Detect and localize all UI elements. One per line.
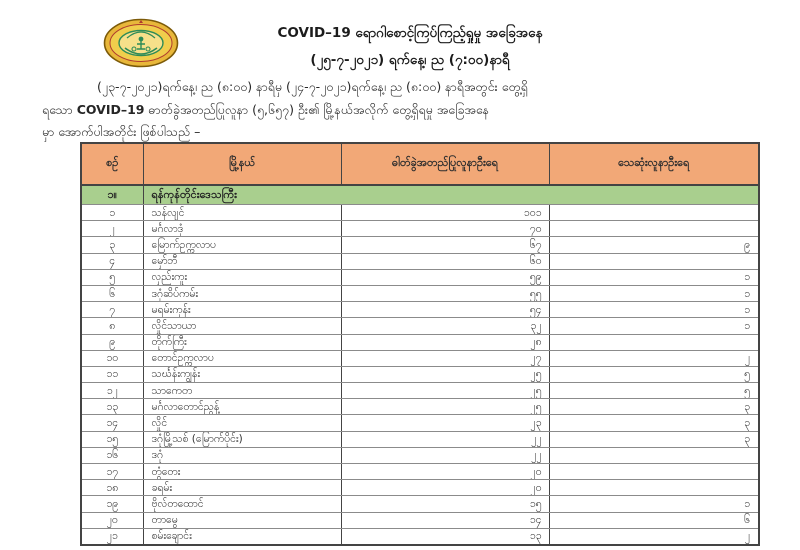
row-death-count: ၁ [549, 318, 759, 334]
row-confirmed-count: ၂၀ [341, 480, 549, 496]
covid-township-table [80, 142, 760, 546]
row-serial: ၁၇ [81, 464, 143, 480]
row-confirmed-count: ၆၇ [341, 237, 549, 253]
table-row [81, 464, 759, 480]
row-death-count: ၁ [549, 302, 759, 318]
table-row [81, 383, 759, 399]
row-death-count [549, 205, 759, 221]
row-township: မှော်ဘီ [143, 253, 341, 269]
table-row [81, 221, 759, 237]
row-death-count: ၆ [549, 512, 759, 528]
row-death-count [549, 480, 759, 496]
row-confirmed-count: ၂၅ [341, 399, 549, 415]
table-row [81, 528, 759, 545]
row-serial: ၉ [81, 334, 143, 350]
row-township: တိုက်ကြီး [143, 334, 341, 350]
row-death-count: ၃ [549, 431, 759, 447]
row-serial: ၂၀ [81, 512, 143, 528]
row-serial: ၅ [81, 269, 143, 285]
row-serial: ၁၁ [81, 366, 143, 382]
row-death-count: ၂ [549, 528, 759, 545]
row-serial: ၈ [81, 318, 143, 334]
region-section-row [81, 185, 759, 205]
row-death-count: ၅ [549, 383, 759, 399]
row-confirmed-count: ၂၈ [341, 334, 549, 350]
row-township: လှည်းကူး [143, 269, 341, 285]
row-township: တာမွေ [143, 512, 341, 528]
row-township: တွံတေး [143, 464, 341, 480]
row-serial: ၆ [81, 285, 143, 301]
row-serial: ၇ [81, 302, 143, 318]
header-township: မြို့နယ် [143, 143, 341, 185]
row-confirmed-count: ၅၉ [341, 269, 549, 285]
row-confirmed-count: ၂၃ [341, 415, 549, 431]
table-row [81, 399, 759, 415]
table-row [81, 205, 759, 221]
table-row [81, 237, 759, 253]
row-township: မင်္ဂလာဒုံ [143, 221, 341, 237]
row-death-count [549, 464, 759, 480]
row-death-count [549, 334, 759, 350]
intro-line-2-post: ဓာတ်ခွဲအတည်ပြုလူနာ (၅,၆၅၇) ဦး၏ မြို့နယ်အလိုက် တွေ့ရှိရမှု အခြေအနေ [144, 101, 490, 117]
title-line-1: COVID–19 ရောဂါစောင့်ကြပ်ကြည့်ရှုမှု အခြေအနေ [277, 25, 543, 41]
row-confirmed-count: ၂၂ [341, 431, 549, 447]
row-death-count: ၉ [549, 237, 759, 253]
row-death-count: ၅ [549, 366, 759, 382]
row-township: သင်္ဃန်းကျွန်း [143, 366, 341, 382]
row-township: မင်္ဂလာတောင်ညွန့် [143, 399, 341, 415]
row-confirmed-count: ၂၀ [341, 464, 549, 480]
row-township: မြောက်ဥက္ကလာပ [143, 237, 341, 253]
row-township: ဒဂုံမြို့သစ် (မြောက်ပိုင်း) [143, 431, 341, 447]
row-serial: ၁၉ [81, 496, 143, 512]
header-confirmed: ဓါတ်ခွဲအတည်ပြုလူနာဦးရေ [341, 143, 549, 185]
table-row [81, 302, 759, 318]
row-serial: ၁၄ [81, 415, 143, 431]
table-row [81, 253, 759, 269]
row-confirmed-count: ၂၂ [341, 447, 549, 463]
row-confirmed-count: ၁၄ [341, 512, 549, 528]
table-header-row [81, 143, 759, 185]
row-confirmed-count: ၁၅ [341, 496, 549, 512]
row-death-count: ၁ [549, 285, 759, 301]
intro-line-2-pre: ရသော [42, 101, 77, 117]
row-serial: ၂၁ [81, 528, 143, 545]
table-row [81, 366, 759, 382]
row-death-count [549, 253, 759, 269]
row-township: စမ်းချောင်း [143, 528, 341, 545]
intro-line-1: (၂၃-၇-၂၀၂၁)ရက်နေ့၊ ည (၈:၀၀) နာရီမှ (၂၄-၇-၂၀၂၁)ရက်နေ့၊ ည (၈:၀၀) နာရီအတွင်း တွေ့ရှိ [97, 79, 528, 94]
row-township: လှိုင်သာယာ [143, 318, 341, 334]
row-serial: ၂ [81, 221, 143, 237]
document-title-block [30, 20, 790, 74]
row-township: မရမ်းကုန်း [143, 302, 341, 318]
table-row [81, 496, 759, 512]
table-row [81, 512, 759, 528]
row-township: ဒဂုံ [143, 447, 341, 463]
table-row [81, 350, 759, 366]
intro-line-2-covid: COVID–19 [76, 101, 145, 117]
row-confirmed-count: ၂၅ [341, 366, 549, 382]
row-confirmed-count: ၂၇ [341, 350, 549, 366]
intro-line-2 [42, 99, 762, 122]
row-serial: ၁၈ [81, 480, 143, 496]
row-township: သန်လျင် [143, 205, 341, 221]
row-township: ဒဂုံဆိပ်ကမ်း [143, 285, 341, 301]
table-row [81, 431, 759, 447]
row-serial: ၁၅ [81, 431, 143, 447]
table-row [81, 269, 759, 285]
table-body [81, 185, 759, 545]
row-township: တောင်ဥက္ကလာပ [143, 350, 341, 366]
row-township: ခရမ်း [143, 480, 341, 496]
row-death-count: ၃ [549, 415, 759, 431]
row-confirmed-count: ၇၀ [341, 221, 549, 237]
row-serial: ၁၂ [81, 383, 143, 399]
row-serial: ၁ [81, 205, 143, 221]
table-row [81, 480, 759, 496]
row-death-count: ၃ [549, 399, 759, 415]
row-confirmed-count: ၅၄ [341, 302, 549, 318]
row-township: သာကေတ [143, 383, 341, 399]
header-deaths: သေဆုံးလူနာဦးရေ [549, 143, 759, 185]
header-serial: စဉ် [81, 143, 143, 185]
row-death-count: ၁ [549, 269, 759, 285]
row-confirmed-count: ၁၃ [341, 528, 549, 545]
row-confirmed-count: ၅၅ [341, 285, 549, 301]
region-serial: ၁။ [81, 185, 143, 205]
row-serial: ၃ [81, 237, 143, 253]
row-death-count [549, 221, 759, 237]
table-row [81, 318, 759, 334]
row-serial: ၁၆ [81, 447, 143, 463]
row-confirmed-count: ၆၀ [341, 253, 549, 269]
row-confirmed-count: ၂၅ [341, 383, 549, 399]
row-death-count [549, 447, 759, 463]
row-township: ဗိုလ်တထောင် [143, 496, 341, 512]
row-death-count: ၂ [549, 350, 759, 366]
intro-line-3: မှာ အောက်ပါအတိုင်း ဖြစ်ပါသည် – [42, 124, 201, 139]
table-row [81, 285, 759, 301]
row-township: လှိုင် [143, 415, 341, 431]
table-row [81, 415, 759, 431]
table-row [81, 447, 759, 463]
table-row [81, 334, 759, 350]
row-serial: ၄ [81, 253, 143, 269]
region-label: ရန်ကုန်တိုင်းဒေသကြီး [143, 185, 759, 205]
title-line-2: (၂၅-၇-၂၀၂၁) ရက်နေ့၊ ည (၇:၀၀)နာရီ [310, 52, 510, 68]
row-serial: ၁၃ [81, 399, 143, 415]
row-confirmed-count: ၃၂ [341, 318, 549, 334]
row-serial: ၁၀ [81, 350, 143, 366]
row-death-count: ၁ [549, 496, 759, 512]
row-confirmed-count: ၁၀၁ [341, 205, 549, 221]
intro-paragraph [42, 76, 762, 144]
